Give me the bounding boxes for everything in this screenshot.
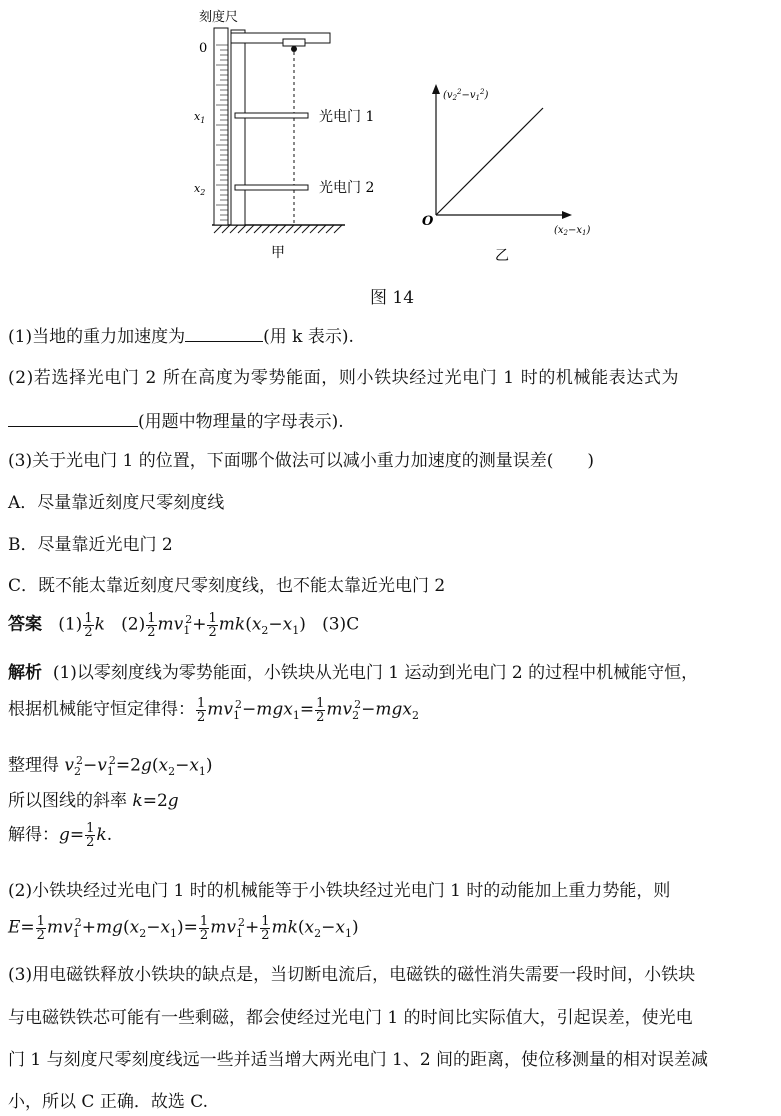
answer-blank-2 [8,409,138,427]
answer-label: 答案 [8,614,42,635]
answer-blank-1 [185,324,263,342]
question-2-line1: (2)若选择光电门 2 所在高度为零势能面，则小铁块经过光电门 1 时的机械能表达式为 [8,368,680,388]
left-caption: 甲 [271,245,285,261]
analysis-p2-line1: (2)小铁块经过光电门 1 时的机械能等于小铁块经过光电门 1 时的动能加上重力势能，则 [8,881,671,901]
analysis-label: 解析 [8,663,42,683]
figure-diagram [0,0,781,275]
gate2-label: 光电门 2 [319,180,375,196]
x-axis-label: $(x_2-x_1)$ [554,225,591,237]
option-a: A．尽量靠近刻度尺零刻度线 [8,493,225,513]
electromagnet [283,39,305,46]
analysis-p1-line4: 所以图线的斜率 k=2g [8,791,179,811]
zero-label: 0 [199,41,208,56]
analysis-p3-line2: 与电磁铁铁芯可能有一些剩磁，都会使经过光电门 1 的时间比实际值大，引起误差，使光电 [8,1008,693,1028]
analysis-p3-line1: (3)用电磁铁释放小铁块的缺点是，当切断电流后，电磁铁的磁性消失需要一段时间，小铁块 [8,965,696,985]
iron-block [291,46,297,52]
option-b: B．尽量靠近光电门 2 [8,535,173,555]
analysis-p3-line3: 门 1 与刻度尺零刻度线远一些并适当增大两光电门 1、2 间的距离，使位移测量的相对误差减 [8,1050,709,1070]
graph-line [436,108,543,215]
figure-caption: 图 14 [370,288,415,308]
analysis-p1-line5: 解得：g= $\frac{1}{2}$ k. [8,821,113,850]
analysis-p2-line2: E= $\frac{1}{2}$ $mv_1^2+mg(x_2-x_1)=$ $\frac{1}{2}$ $mv_1^2+$ $\frac{1}{2}$ $mk(x_2-x_1)$ [8,913,359,943]
gate1-label: 光电门 1 [319,109,375,125]
ground-hatching [214,225,342,233]
analysis-p1-line1: 解析 (1)以零刻度线为零势能面，小铁块从光电门 1 运动到光电门 2 的过程中机械能守恒， [8,663,699,683]
ruler-label: 刻度尺 [199,10,239,25]
photogate-1 [235,113,308,118]
question-2-line2: (用题中物理量的字母表示). [8,409,344,433]
photogate-2 [235,185,308,190]
top-beam [231,33,330,43]
y-axis-label: $(v_2^2-v_1^2)$ [443,88,489,102]
x1-label: $x_1$ [194,110,206,125]
x2-label: $x_2$ [194,182,206,197]
origin-label: O [422,214,434,229]
ruler [214,28,228,225]
analysis-p3-line4: 小，所以 C 正确．故选 C. [8,1092,209,1112]
support-post [231,30,245,225]
option-c: C．既不能太靠近刻度尺零刻度线，也不能太靠近光电门 2 [8,576,446,596]
question-1: (1)当地的重力加速度为 (用 k 表示). [8,324,354,348]
analysis-p1-line3: 整理得 $v_2^2-v_1^2=2g(x_2-x_1)$ [8,754,213,779]
question-3: (3)关于光电门 1 的位置，下面哪个做法可以减小重力加速度的测量误差( ) [8,451,594,471]
analysis-p1-line2: 根据机械能守恒定律得： $\frac{1}{2}$ $mv_1^2-mgx_1=$ $\frac{1}{2}$ $mv_2^2-mgx_2$ [8,695,419,725]
right-caption: 乙 [495,248,509,264]
answer-line: 答案 (1) $\frac{1}{2}$ k (2) $\frac{1}{2}$ $mv_1^2+$ $\frac{1}{2}$ $mk(x_2-x_1)$ (3)C [8,610,360,640]
